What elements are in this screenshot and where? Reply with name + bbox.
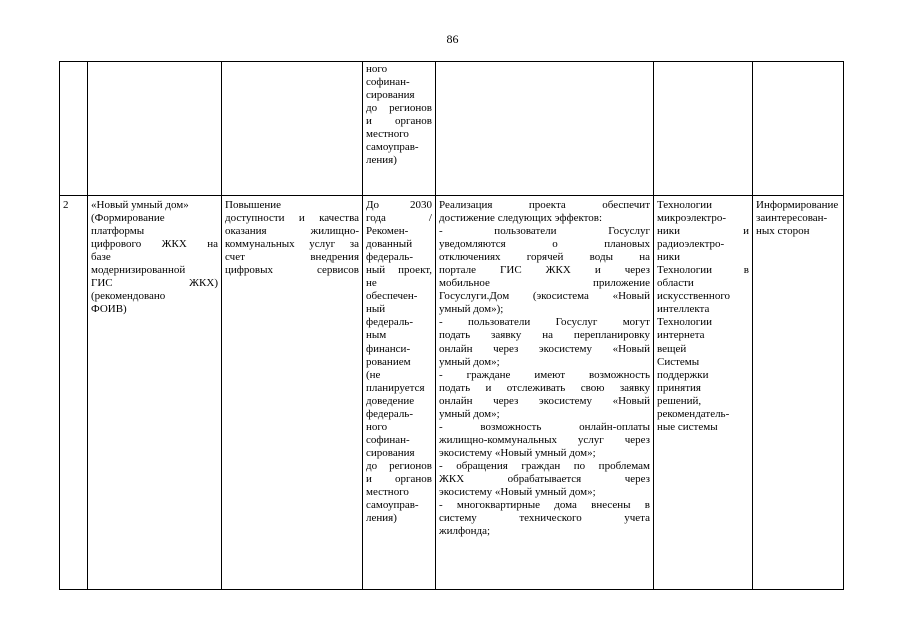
cell-line: Системы [657,355,700,368]
cell-line: умный дом»; [439,355,500,368]
cell-line: ные системы [657,420,718,433]
cell-line: Госуслуги.Дом (экосистема «Новый [439,290,650,303]
cell-line: рекомендатель- [657,407,730,420]
cell-line: онлайн через экосистему «Новый [439,342,650,355]
cell-line: заинтересован- [756,212,828,225]
cell-line: поддержки [657,368,709,381]
cell-line: коммунальных услуг за [225,238,359,251]
cell-effect-type [753,196,844,590]
cell-line: местного [366,486,409,499]
cell-line: ГИС ЖКХ) [91,277,218,290]
cell-line: (не [366,368,381,381]
cell-line: Повышение [225,199,282,211]
cell-line: ления) [366,512,397,525]
table-row-continuation [60,62,844,196]
cell-line: до регионов [366,459,432,472]
cell-line: самоуправ- [366,499,419,512]
cell-line: платформы [91,225,145,238]
cell-line: федераль- [366,316,413,329]
cell-line: ный [366,303,386,316]
cell-effects [436,196,654,590]
cell-line: ных сторон [756,225,810,238]
cell-line: - обращения граждан по проблемам [439,459,650,472]
project-table [59,61,844,590]
cell-line: оказания жилищно- [225,225,359,238]
cell-line: микроэлектро- [657,212,727,225]
cell-goal [222,196,363,590]
cell-line: решений, [657,394,702,407]
cell-line: финанси- [366,342,411,355]
cell-line: области [657,277,694,290]
cell-line: вещей [657,342,687,355]
cell-line: Информирование [756,199,839,211]
cell-line: ФОИВ) [91,303,127,316]
cell-line: федераль- [366,407,413,420]
cell-effects-empty [436,62,654,196]
cell-line: Реализация проекта обеспечит [439,199,650,211]
cell-line: радиоэлектро- [657,238,725,251]
cell-line: ЖКХ обрабатывается через [439,472,650,485]
cell-line: дованный [366,238,413,251]
cell-line: базе [91,251,111,264]
cell-line: года / [366,212,432,225]
cell-line: и органов [366,472,432,485]
cell-line: ным [366,329,387,342]
cell-line: не [366,277,377,290]
cell-line: и органов [366,115,432,128]
cell-technologies-empty [654,62,753,196]
cell-line: - пользователи Госуслуг [439,225,650,238]
cell-line: интернета [657,329,705,342]
cell-line: - граждане имеют возможность [439,368,650,381]
cell-line: софинан- [366,433,410,446]
cell-line: местного [366,128,409,141]
cell-line: До 2030 [366,199,432,211]
cell-line: сирования [366,446,415,459]
table-row [60,196,844,590]
cell-line: счет внедрения [225,251,359,264]
cell-line: принятия [657,381,701,394]
cell-line: интеллекта [657,303,710,316]
cell-line: портале ГИС ЖКХ и через [439,264,650,277]
cell-line: сирования [366,89,415,102]
cell-line: обеспечен- [366,290,418,303]
cell-line: до регионов [366,102,432,115]
cell-line: ления) [366,154,397,167]
cell-line: подать заявку на перепланировку [439,329,650,342]
cell-line: федераль- [366,251,413,264]
cell-line: систему технического учета [439,512,650,525]
cell-line: ники [657,251,681,264]
cell-line: подать и отслеживать свою заявку [439,381,650,394]
cell-line: - пользователи Госуслуг могут [439,316,650,329]
cell-line: ники и [657,225,749,238]
cell-line: цифрового ЖКХ на [91,238,218,251]
cell-line: Технологии [657,316,713,329]
cell-number-empty [60,62,88,196]
cell-line: модернизированной [91,264,186,277]
cell-row-number: 2 [60,196,88,590]
cell-line: уведомляются о плановых [439,238,650,251]
cell-line: планируется [366,381,425,394]
cell-line: Технологии в [657,264,749,277]
cell-line: рованием [366,355,411,368]
cell-line: доступности и качества [225,212,359,225]
cell-line: экосистему «Новый умный дом»; [439,486,596,499]
cell-line: жилфонда; [439,525,491,538]
cell-effect-type-empty [753,62,844,196]
cell-line: искусственного [657,290,731,303]
page-number: 86 [446,32,459,46]
cell-line: умный дом»); [439,303,504,316]
cell-line: (Формирование [91,212,165,225]
cell-timeline [363,196,436,590]
cell-line: цифровых сервисов [225,264,359,277]
cell-line: Рекомен- [366,225,409,238]
cell-line: отключениях горячей воды на [439,251,650,264]
cell-timeline-continuation [363,62,436,196]
cell-line: - возможность онлайн-оплаты [439,420,650,433]
cell-line: ный проект, [366,264,432,277]
cell-technologies [654,196,753,590]
cell-line: «Новый умный дом» [91,199,189,211]
cell-goal-empty [222,62,363,196]
cell-line: достижение следующих эффектов: [439,212,603,225]
cell-line: ного [366,420,388,433]
cell-line: умный дом»; [439,407,500,420]
cell-line: самоуправ- [366,141,419,154]
cell-name-empty [88,62,222,196]
cell-line: экосистему «Новый умный дом»; [439,446,596,459]
cell-line: софинан- [366,76,410,89]
cell-line: доведение [366,394,415,407]
cell-line: онлайн через экосистему «Новый [439,394,650,407]
cell-line: мобильное приложение [439,277,650,290]
cell-line: - многоквартирные дома внесены в [439,499,650,512]
cell-project-name [88,196,222,590]
cell-line: жилищно-коммунальных услуг через [439,433,650,446]
cell-line: Технологии [657,199,713,211]
cell-line: (рекомендовано [91,290,166,303]
cell-line: ного [366,63,388,75]
